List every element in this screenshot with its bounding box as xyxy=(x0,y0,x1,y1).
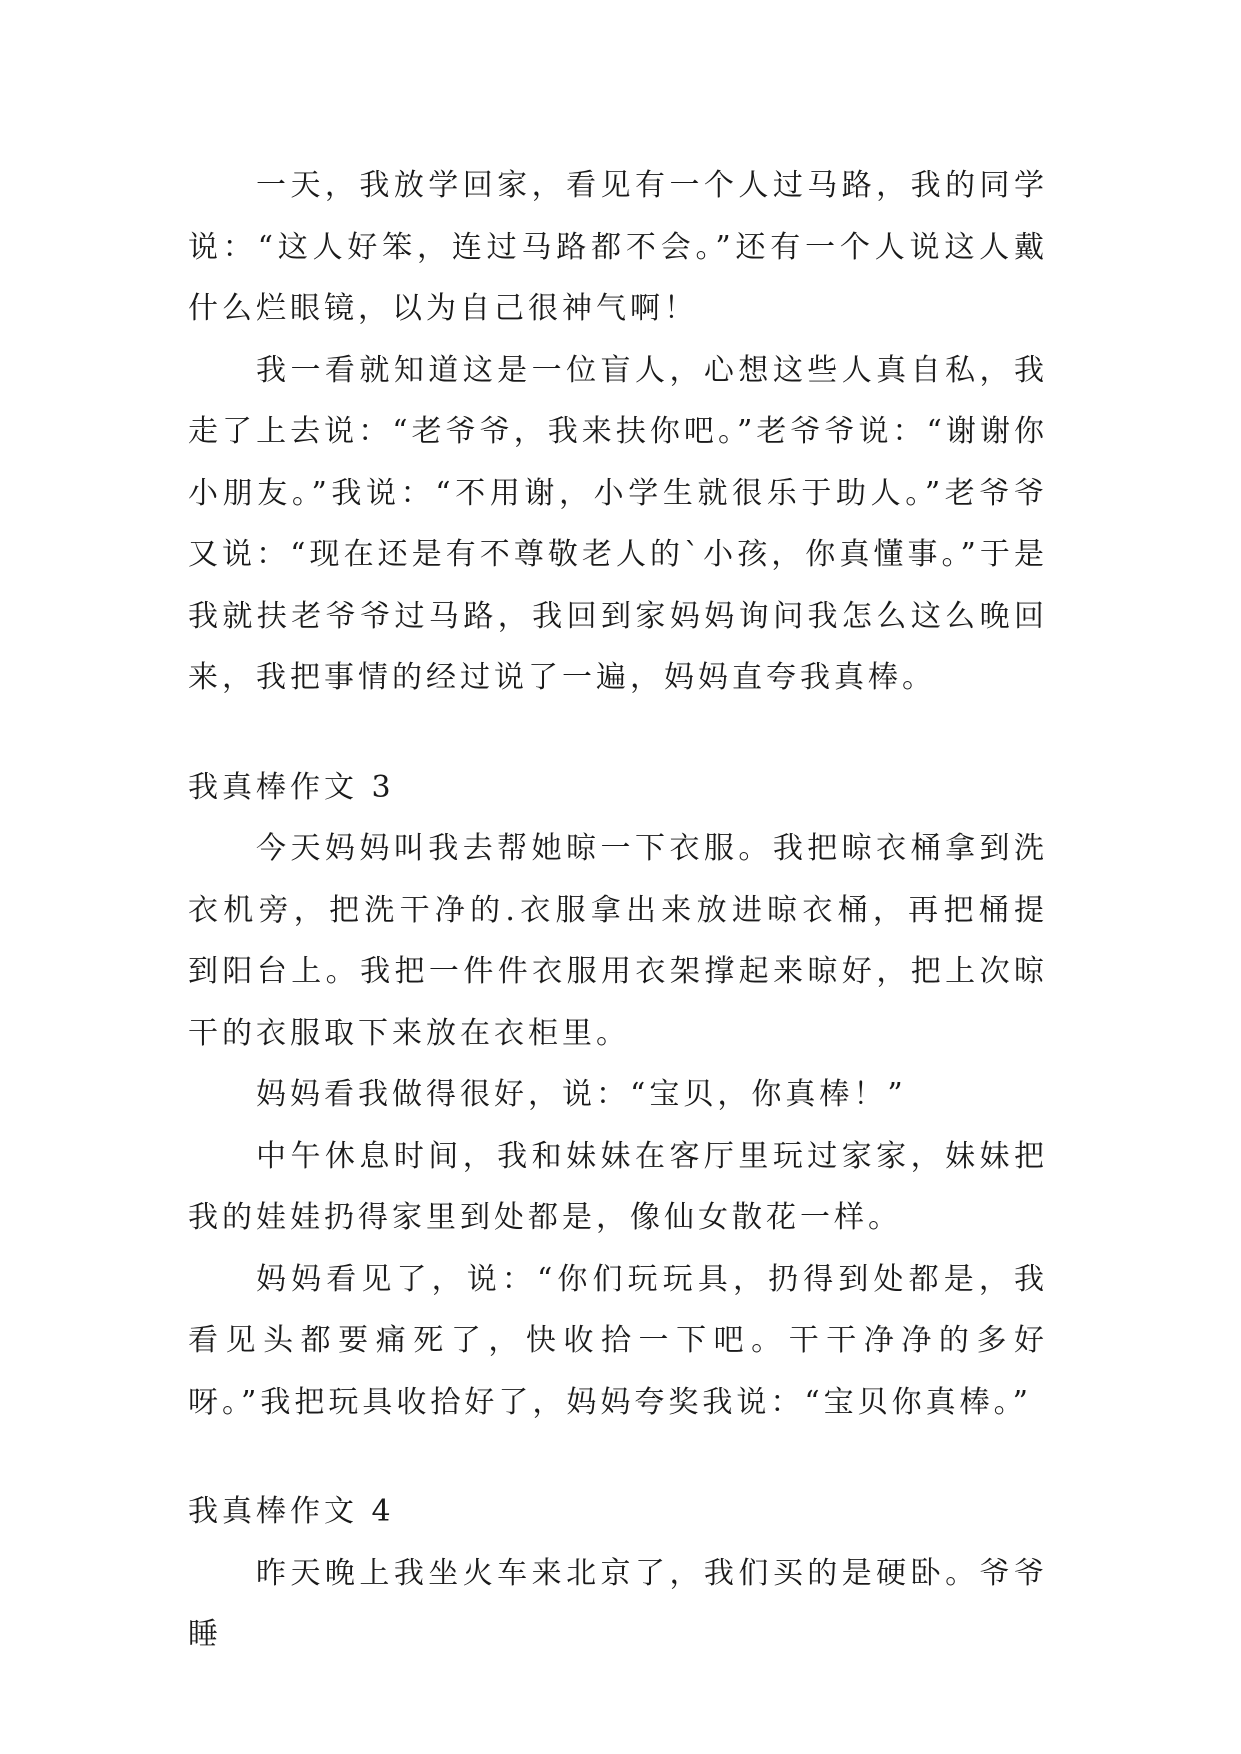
paragraph: 昨天晚上我坐火车来北京了，我们买的是硬卧。爷爷睡 xyxy=(188,1555,1048,1652)
paragraph: 一天，我放学回家，看见有一个人过马路，我的同学说：“这人好笨，连过马路都不会。”还有一个人说这人戴什么烂眼镜，以为自己很神气啊！ xyxy=(188,168,1048,326)
section-heading: 我真棒作文 3 xyxy=(188,769,395,805)
section-gap xyxy=(188,709,1048,757)
paragraph: 妈妈看见了，说：“你们玩玩具，扔得到处都是，我看见头都要痛死了，快收拾一下吧。干干净净的多好呀。”我把玩具收拾好了，妈妈夸奖我说：“宝贝你真棒。” xyxy=(188,1261,1048,1420)
paragraph: 中午休息时间，我和妹妹在客厅里玩过家家，妹妹把我的娃娃扔得家里到处都是，像仙女散花一样。 xyxy=(188,1138,1048,1235)
section-gap xyxy=(188,1433,1048,1481)
document-body xyxy=(188,155,1048,1666)
section-heading: 我真棒作文 4 xyxy=(188,1494,395,1529)
paragraph: 我一看就知道这是一位盲人，心想这些人真自私，我走了上去说：“老爷爷，我来扶你吧。”老爷爷说：“谢谢你小朋友。”我说：“不用谢，小学生就很乐于助人。”老爷爷又说：“现在还是有不尊敬老人的`小孩，你真懂事。”于是我就扶老爷爷过马路，我回到家妈妈询问我怎么这么晚回来，我把事情的经过说了一遍，妈妈直夸我真棒。 xyxy=(188,352,1048,695)
paragraph: 妈妈看我做得很好，说：“宝贝，你真棒！” xyxy=(256,1077,907,1112)
paragraph: 今天妈妈叫我去帮她晾一下衣服。我把晾衣桶拿到洗衣机旁，把洗干净的.衣服拿出来放进晾衣桶，再把桶提到阳台上。我把一件件衣服用衣架撑起来晾好，把上次晾干的衣服取下来放在衣柜里。 xyxy=(188,831,1048,1051)
